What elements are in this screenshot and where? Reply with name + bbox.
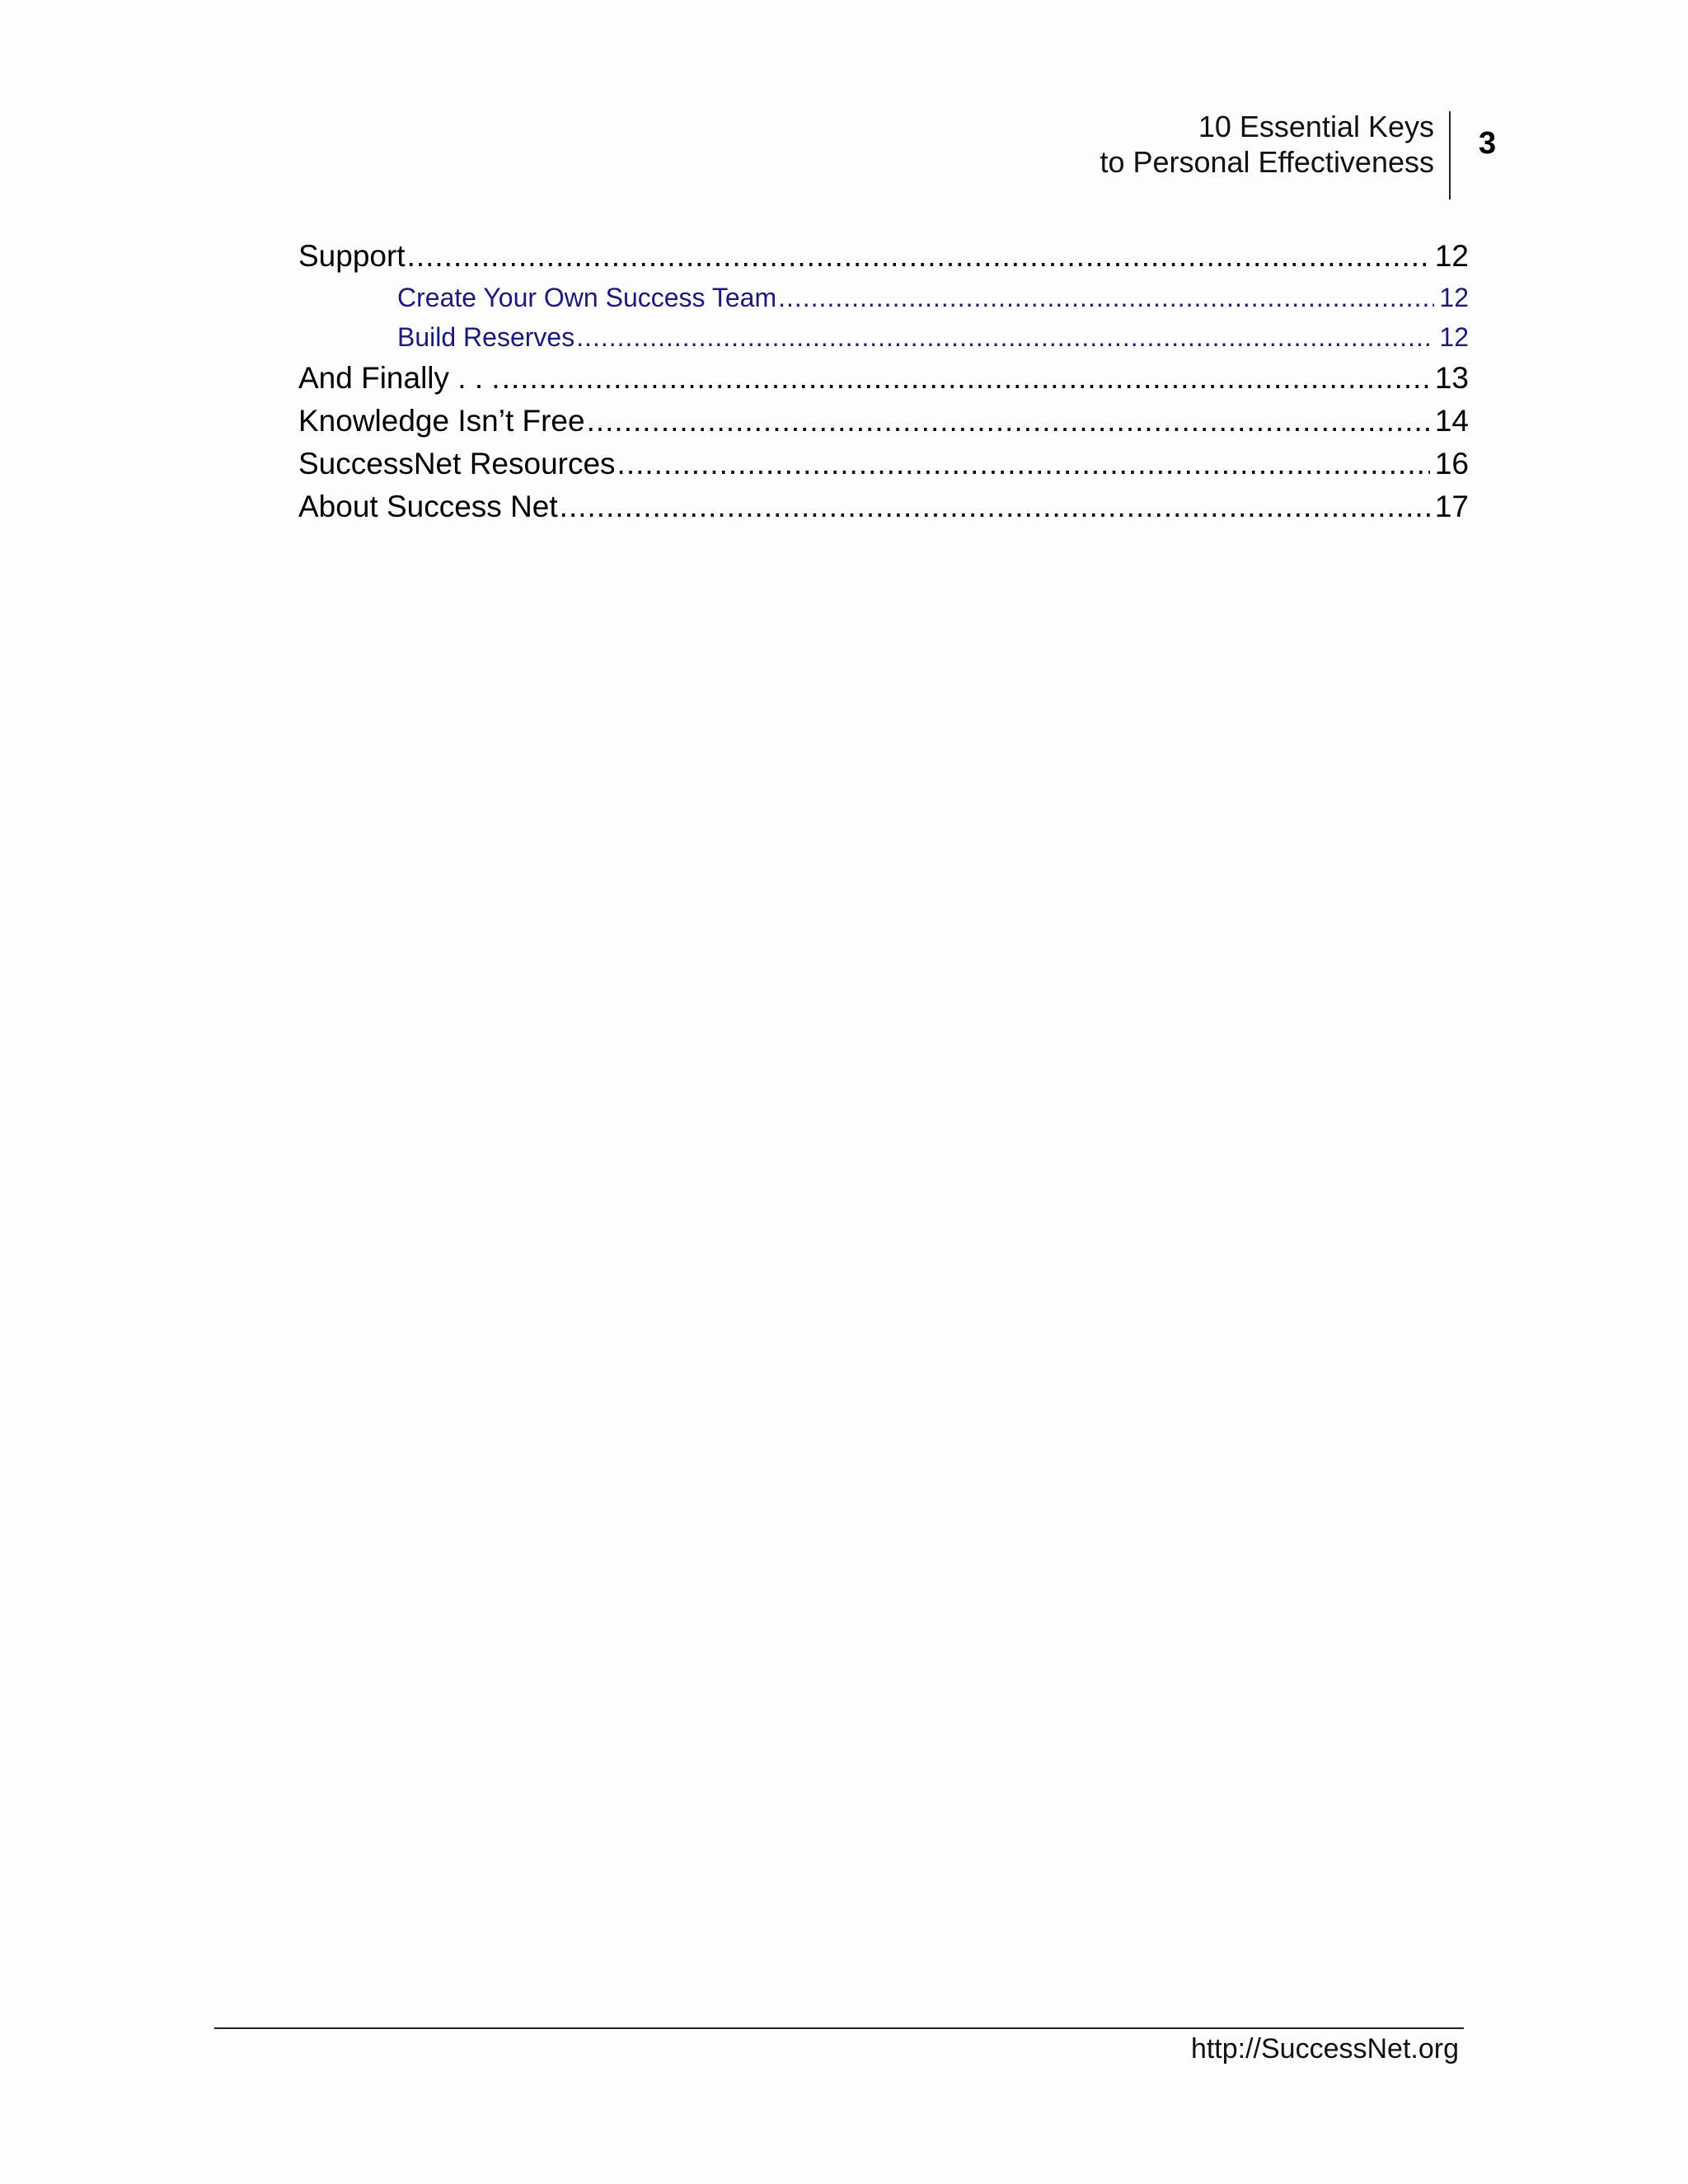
toc-entry-about-success-net[interactable] [298, 485, 1469, 528]
table-of-contents [298, 235, 1469, 528]
toc-entry-label: About Success Net [298, 490, 558, 523]
toc-leader-dots [502, 357, 1430, 400]
toc-entry-page: 17 [1434, 490, 1469, 523]
toc-entry-label: Create Your Own Success Team [397, 283, 777, 312]
toc-leader-dots [617, 443, 1430, 485]
toc-entry-label: And Finally . . . [298, 361, 500, 395]
toc-entry-page: 12 [1439, 283, 1469, 312]
toc-leader-dots [576, 317, 1434, 357]
toc-entry-page: 12 [1434, 239, 1469, 273]
running-header [1100, 109, 1434, 180]
toc-entry-page: 12 [1439, 322, 1469, 352]
toc-leader-dots [587, 400, 1430, 443]
toc-entry-and-finally[interactable] [298, 357, 1469, 400]
header-divider [1449, 111, 1451, 199]
footer-url-link[interactable]: http://SuccessNet.org [1190, 2033, 1459, 2064]
toc-leader-dots [778, 278, 1434, 317]
toc-entry-support[interactable] [298, 235, 1469, 278]
toc-entry-page: 14 [1434, 404, 1469, 438]
toc-entry-build-reserves[interactable] [298, 317, 1469, 357]
toc-entry-create-your-own-success-team[interactable] [298, 278, 1469, 317]
page-number: 3 [1479, 126, 1497, 161]
toc-entry-label: Support [298, 239, 406, 273]
toc-entry-successnet-resources[interactable] [298, 443, 1469, 485]
toc-entry-label: Build Reserves [397, 322, 575, 352]
footer-divider [214, 2027, 1464, 2029]
header-title-line2: to Personal Effectiveness [1100, 145, 1434, 179]
toc-leader-dots [560, 485, 1430, 528]
toc-entry-label: SuccessNet Resources [298, 447, 616, 480]
toc-entry-page: 16 [1434, 447, 1469, 480]
toc-leader-dots [407, 235, 1430, 278]
toc-entry-label: Knowledge Isn’t Free [298, 404, 585, 438]
toc-entry-knowledge-isnt-free[interactable] [298, 400, 1469, 443]
header-title-line1: 10 Essential Keys [1198, 110, 1434, 143]
toc-entry-page: 13 [1434, 361, 1469, 395]
